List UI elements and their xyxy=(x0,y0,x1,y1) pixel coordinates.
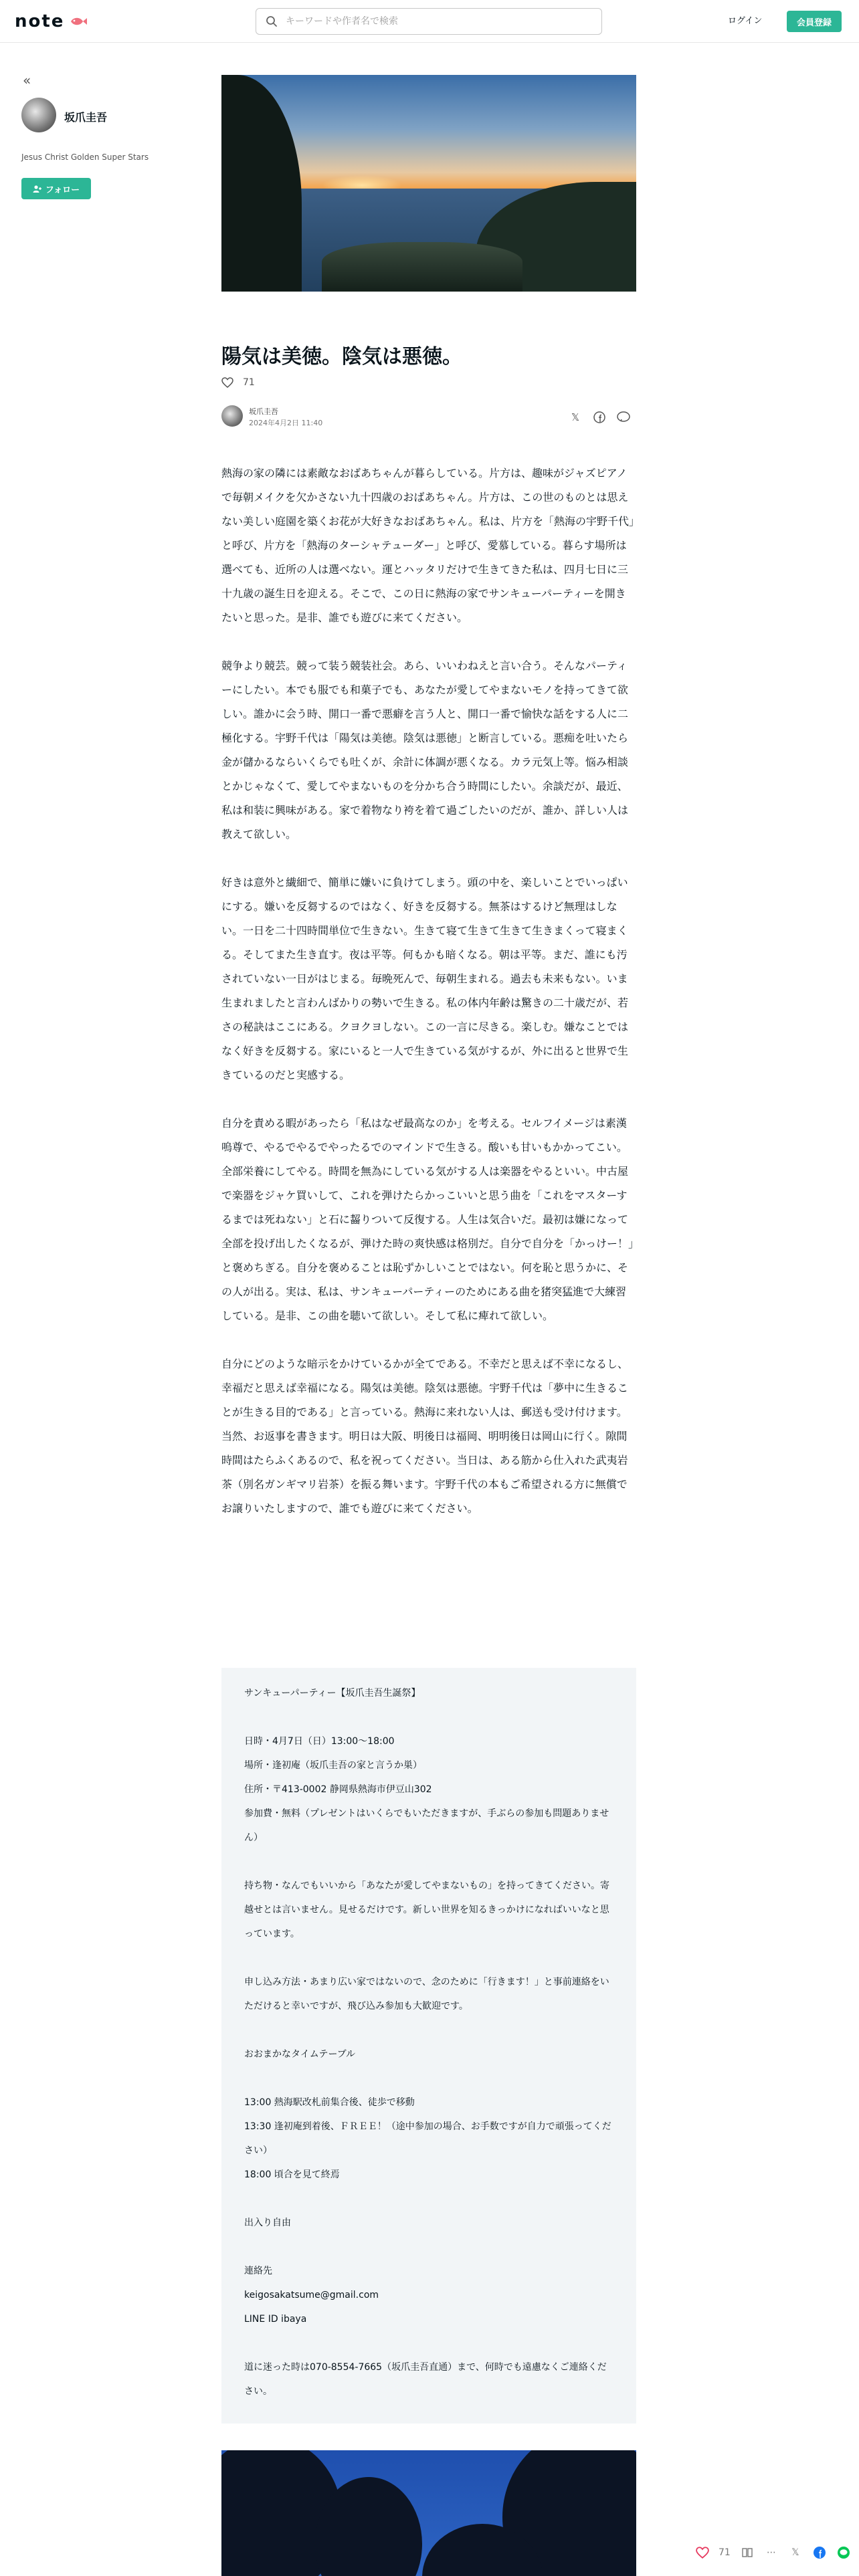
floating-action-bar xyxy=(696,2545,851,2560)
article-body xyxy=(221,461,636,1545)
info-line: LINE ID ibaya xyxy=(244,2314,307,2325)
more-options-icon[interactable]: ⋯ xyxy=(766,2547,776,2558)
hero-image xyxy=(221,75,636,292)
email-link[interactable]: keigosakatsume@gmail.com xyxy=(244,2290,379,2300)
follow-button[interactable] xyxy=(21,178,91,199)
search-box[interactable] xyxy=(256,8,602,35)
info-line: 申し込み方法・あまり広い家ではないので、念のために「行きます！」と事前連絡をいただけると幸いですが、飛び込み参加も大歓迎です。 xyxy=(244,1977,609,2012)
author-avatar-small[interactable] xyxy=(221,405,243,427)
info-line: 日時・4月7日（日）13:00〜18:00 xyxy=(244,1736,395,1747)
paragraph: 好きは意外と繊細で、簡単に嫌いに負けてしまう。頭の中を、楽しいことでいっぱいにする。嫌いを反芻するのではなく、好きを反芻する。無茶はするけど無理はしない。一日を二十四時間単位で生きない。生きて寝て生きて生きて生きまくって寝まくる。そしてまた生き直す。夜は平等。何もかも暗くなる。朝は平等。まだ、誰にも汚されていない一日がはじまる。毎晩死んで、毎朝生まれる。過去も未来もない。いま生まれましたと言わんばかりの勢いで生きる。私の体内年齢は驚きの二十歳だが、若さの秘訣はここにある。クヨクヨしない。この一言に尽きる。楽しむ。嫌なことではなく好きを反芻する。家にいると一人で生きている気がするが、外に出ると世界で生きているのだと実感する。 xyxy=(221,876,629,1081)
info-line: おおまかなタイムテーブル xyxy=(244,2049,356,2060)
info-line: 13:00 熱海駅改札前集合後、徒歩で移動 xyxy=(244,2097,415,2108)
search-input[interactable] xyxy=(286,16,580,27)
info-line xyxy=(244,1850,613,1874)
line-share-icon[interactable] xyxy=(836,2545,851,2560)
add-user-icon xyxy=(33,185,41,193)
heart-icon[interactable] xyxy=(221,377,233,388)
paragraph: 競争より競芸。競って装う競装社会。あら、いいわねえと言い合う。そんなパーティーにしたい。本でも服でも和菓子でも、あなたが愛してやまないモノを持ってきて欲しい。誰かに会う時、開口一番で悪癖を言う人と、開口一番で愉快な話をする人に二極化する。宇野千代は「陽気は美徳。陰気は悪徳」と断言している。悪痴を吐いたら金が儲かるならいくらでも吐くが、余計に体調が悪くなる。カラ元気上等。悩み相談とかじゃなくて、愛してやまないものを分かち合う時間にしたい。余談だが、最近、私は和装に興味がある。家で着物なり袴を着て過ごしたいのだが、誰か、詳しい人は教えて欲しい。 xyxy=(221,659,629,841)
note-logo[interactable] xyxy=(15,11,87,31)
author-bio: Jesus Christ Golden Super Stars xyxy=(21,152,149,162)
info-line: 出入り自由 xyxy=(244,2218,291,2228)
publish-date: 2024年4月2日 11:40 xyxy=(249,419,323,427)
like-row xyxy=(221,377,255,388)
info-line: 13:30 逢初庵到着後、ＦＲＥＥ！（途中参加の場合、お手数ですが自力で頑張ってください） xyxy=(244,2121,611,2156)
info-line xyxy=(244,2187,613,2211)
event-info-box xyxy=(221,1668,636,2424)
info-line xyxy=(244,1946,613,1970)
info-line: サンキューパーティー【坂爪圭吾生誕祭】 xyxy=(244,1688,421,1699)
info-line: 連絡先 xyxy=(244,2266,272,2276)
facebook-share-icon[interactable] xyxy=(593,411,606,424)
info-line xyxy=(244,2018,613,2042)
paragraph: 自分を責める暇があったら「私はなぜ最高なのか」を考える。セルフイメージは素漢嗚尊で、やるでやるでやったるでのマインドで生きる。酸いも甘いもかかってこい。全部栄養にしてやる。時間を無為にしている気がする人は楽器をやるといい。中古屋で楽器をジャケ買いして、これを弾けたらかっこいいと思う曲を「これをマスターするまでは死ねない」と石に齧りついて反復する。人生は気合いだ。最初は嫌になって全部を投げ出したくなるが、弾けた時の爽快感は格別だ。自分で自分を「かっけー！」と褒めちぎる。自分を褒めることは恥ずかしいことではない。何を恥と思うかに、その人が出る。実は、私は、サンキューパーティーのためにある曲を猪突猛進で大練習している。是非、この曲を聴いて欲しい。そして私に痺れて欲しい。 xyxy=(221,1117,634,1322)
info-line: 場所・逢初庵（坂爪圭吾の家と言うか巣） xyxy=(244,1760,422,1771)
author-name[interactable]: 坂爪圭吾 xyxy=(64,111,108,124)
logo-text: note xyxy=(15,11,65,31)
info-line: 参加費・無料（プレゼントはいくらでもいただきますが、手ぶらの参加も問題ありません） xyxy=(244,1808,609,1843)
signup-button[interactable]: 会員登録 xyxy=(787,11,842,32)
info-line xyxy=(244,2331,613,2355)
share-icons xyxy=(569,411,630,424)
fish-logo-icon xyxy=(70,15,87,27)
paragraph: 自分にどのような暗示をかけているかが全てである。不幸だと思えば不幸になるし、幸福だと思えば幸福になる。陽気は美徳。陰気は悪徳。宇野千代は「夢中に生きることが生きる目的である」と言っている。熱海に来れない人は、郵送も受け付けます。当然、お返事を書きます。明日は大阪、明後日は福岡、明明後日は岡山に行く。隙間時間はたらふくあるので、私を祝ってください。当日は、ある筋から仕入れた武夷岩茶（別名ガンギマリ岩茶）を振る舞います。宇野千代の本もご希望される方に無償でお譲りいたしますので、誰でも遊びに来てください。 xyxy=(221,1358,629,1515)
meta-author-name[interactable]: 坂爪圭吾 xyxy=(249,407,278,416)
author-avatar[interactable] xyxy=(21,98,56,132)
heart-icon[interactable] xyxy=(696,2547,709,2559)
info-line xyxy=(244,2235,613,2259)
paragraph: 熱海の家の隣には素敵なおばあちゃんが暮らしている。片方は、趣味がジャズピアノで毎朝メイクを欠かさない九十四歳のおばあちゃん。片方は、この世のものとは思えない美しい庭園を築くお花が大好きなおばあちゃん。私は、片方を「熱海の宇野千代」と呼び、片方を「熱海のターシャテューダー」と呼び、愛慕している。暮らす場所は選べても、近所の人は選べない。運とハッタリだけで生きてきた私は、四月七日に三十九歳の誕生日を迎える。そこで、この日に熱海の家でサンキューパーティーを開きたいと思った。是非、誰でも遊びに来てください。 xyxy=(221,467,634,624)
info-line: 持ち物・なんでもいいから「あなたが愛してやまないもの」を持ってきてください。寄越せとは言いません。見せるだけです。新しい世界を知るきっかけになればいいなと思っています。 xyxy=(244,1881,609,1939)
article-title: 陽気は美徳。陰気は悪徳。 xyxy=(221,345,462,368)
collapse-sidebar-icon[interactable]: « xyxy=(23,72,31,88)
follow-label: フォロー xyxy=(45,185,80,195)
like-count[interactable]: 71 xyxy=(243,377,255,388)
article-image-trees xyxy=(221,2450,636,2576)
line-share-icon[interactable] xyxy=(617,411,630,424)
login-link[interactable]: ログイン xyxy=(728,16,763,26)
search-icon xyxy=(266,15,278,27)
info-line xyxy=(244,1705,613,1729)
info-line: 18:00 頃合を見て終焉 xyxy=(244,2169,340,2180)
hero-hill-left xyxy=(221,75,302,292)
facebook-share-icon[interactable] xyxy=(812,2545,827,2560)
info-line: 住所・〒413-0002 静岡県熱海市伊豆山302 xyxy=(244,1784,432,1795)
info-line xyxy=(244,2066,613,2090)
float-like-count[interactable]: 71 xyxy=(719,2547,731,2558)
info-line: 道に迷った時は070-8554-7665（坂爪圭吾直通）まで、何時でも遠慮なくご連絡ください。 xyxy=(244,2362,607,2397)
x-share-icon[interactable]: 𝕏 xyxy=(571,411,580,423)
hero-town xyxy=(322,242,522,292)
x-share-icon[interactable]: 𝕏 xyxy=(791,2547,799,2558)
magazine-add-icon[interactable] xyxy=(740,2545,755,2560)
global-header xyxy=(0,0,859,43)
